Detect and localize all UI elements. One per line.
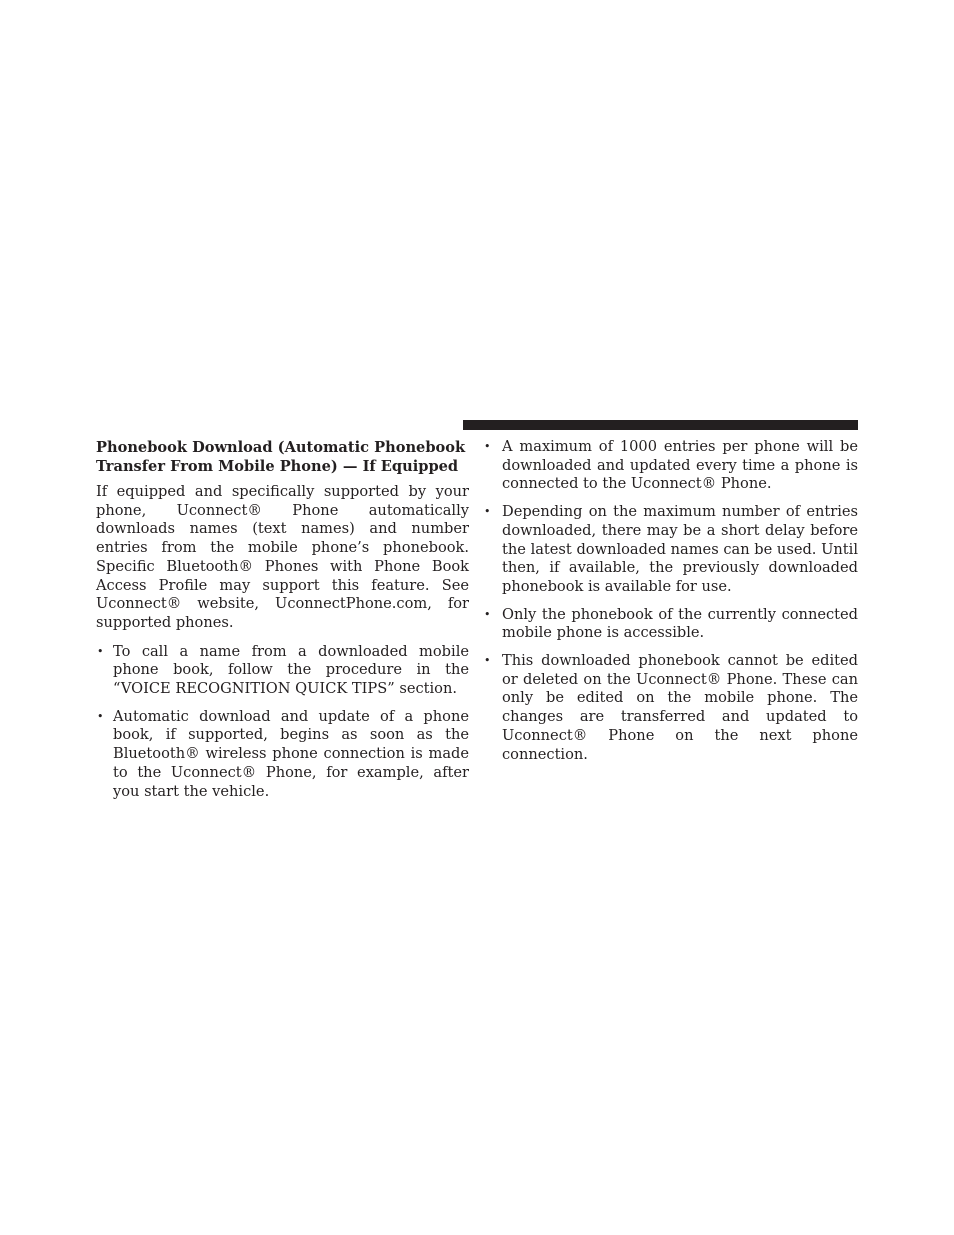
list-item-text: To call a name from a downloaded mobile phone book, follow the procedure in the “VOICE RECOGNITION QUICK TIPS” section. (113, 642, 469, 698)
bullet-icon: • (484, 607, 491, 621)
bullet-icon: • (97, 709, 104, 723)
list-item (483, 652, 858, 764)
bullet-icon: • (97, 644, 104, 658)
list-item-text: This downloaded phonebook cannot be edited or deleted on the Uconnect® Phone. These can only be edited on the mobile phone. The changes are transferred and updated to Uconnect® Phone on the next phone connection. (502, 652, 858, 763)
list-item-text: Only the phonebook of the currently connected mobile phone is accessible. (502, 605, 858, 642)
list-item (483, 503, 858, 597)
list-item (483, 438, 858, 494)
list-item-text: Depending on the maximum number of entries downloaded, there may be a short delay before the latest downloaded names can be used. Until then, if available, the previously downloaded phonebook is available for use. (502, 503, 858, 595)
intro-paragraph: If equipped and specifically supported by your phone, Uconnect® Phone automatically downloads names (text names) and number entries from the mobile phone’s phonebook. Specific Bluetooth® Phones with Phone Book Access Profile may support this feature. See Uconnect® website, UconnectPhone.com, for supported phones. (96, 483, 469, 631)
list-item (483, 606, 858, 643)
list-item-text: Automatic download and update of a phone book, if supported, begins as soon as the Bluetooth® wireless phone connection is made to the Uconnect® Phone, for example, after you start the vehicle. (113, 707, 469, 800)
bullet-icon: • (484, 505, 491, 519)
right-bullet-list (483, 438, 858, 764)
left-bullet-list (96, 643, 469, 802)
left-column (96, 438, 469, 810)
section-divider-bar (463, 420, 858, 430)
bullet-icon: • (484, 440, 491, 453)
right-column (483, 438, 858, 773)
section-heading: Phonebook Download (Automatic Phonebook Transfer From Mobile Phone) — If Equipped (96, 439, 466, 475)
list-item (96, 643, 469, 699)
bullet-icon: • (484, 654, 491, 668)
list-item-text: A maximum of 1000 entries per phone will be downloaded and updated every time a phone is connected to the Uconnect® Phone. (502, 438, 858, 493)
list-item (96, 708, 469, 802)
